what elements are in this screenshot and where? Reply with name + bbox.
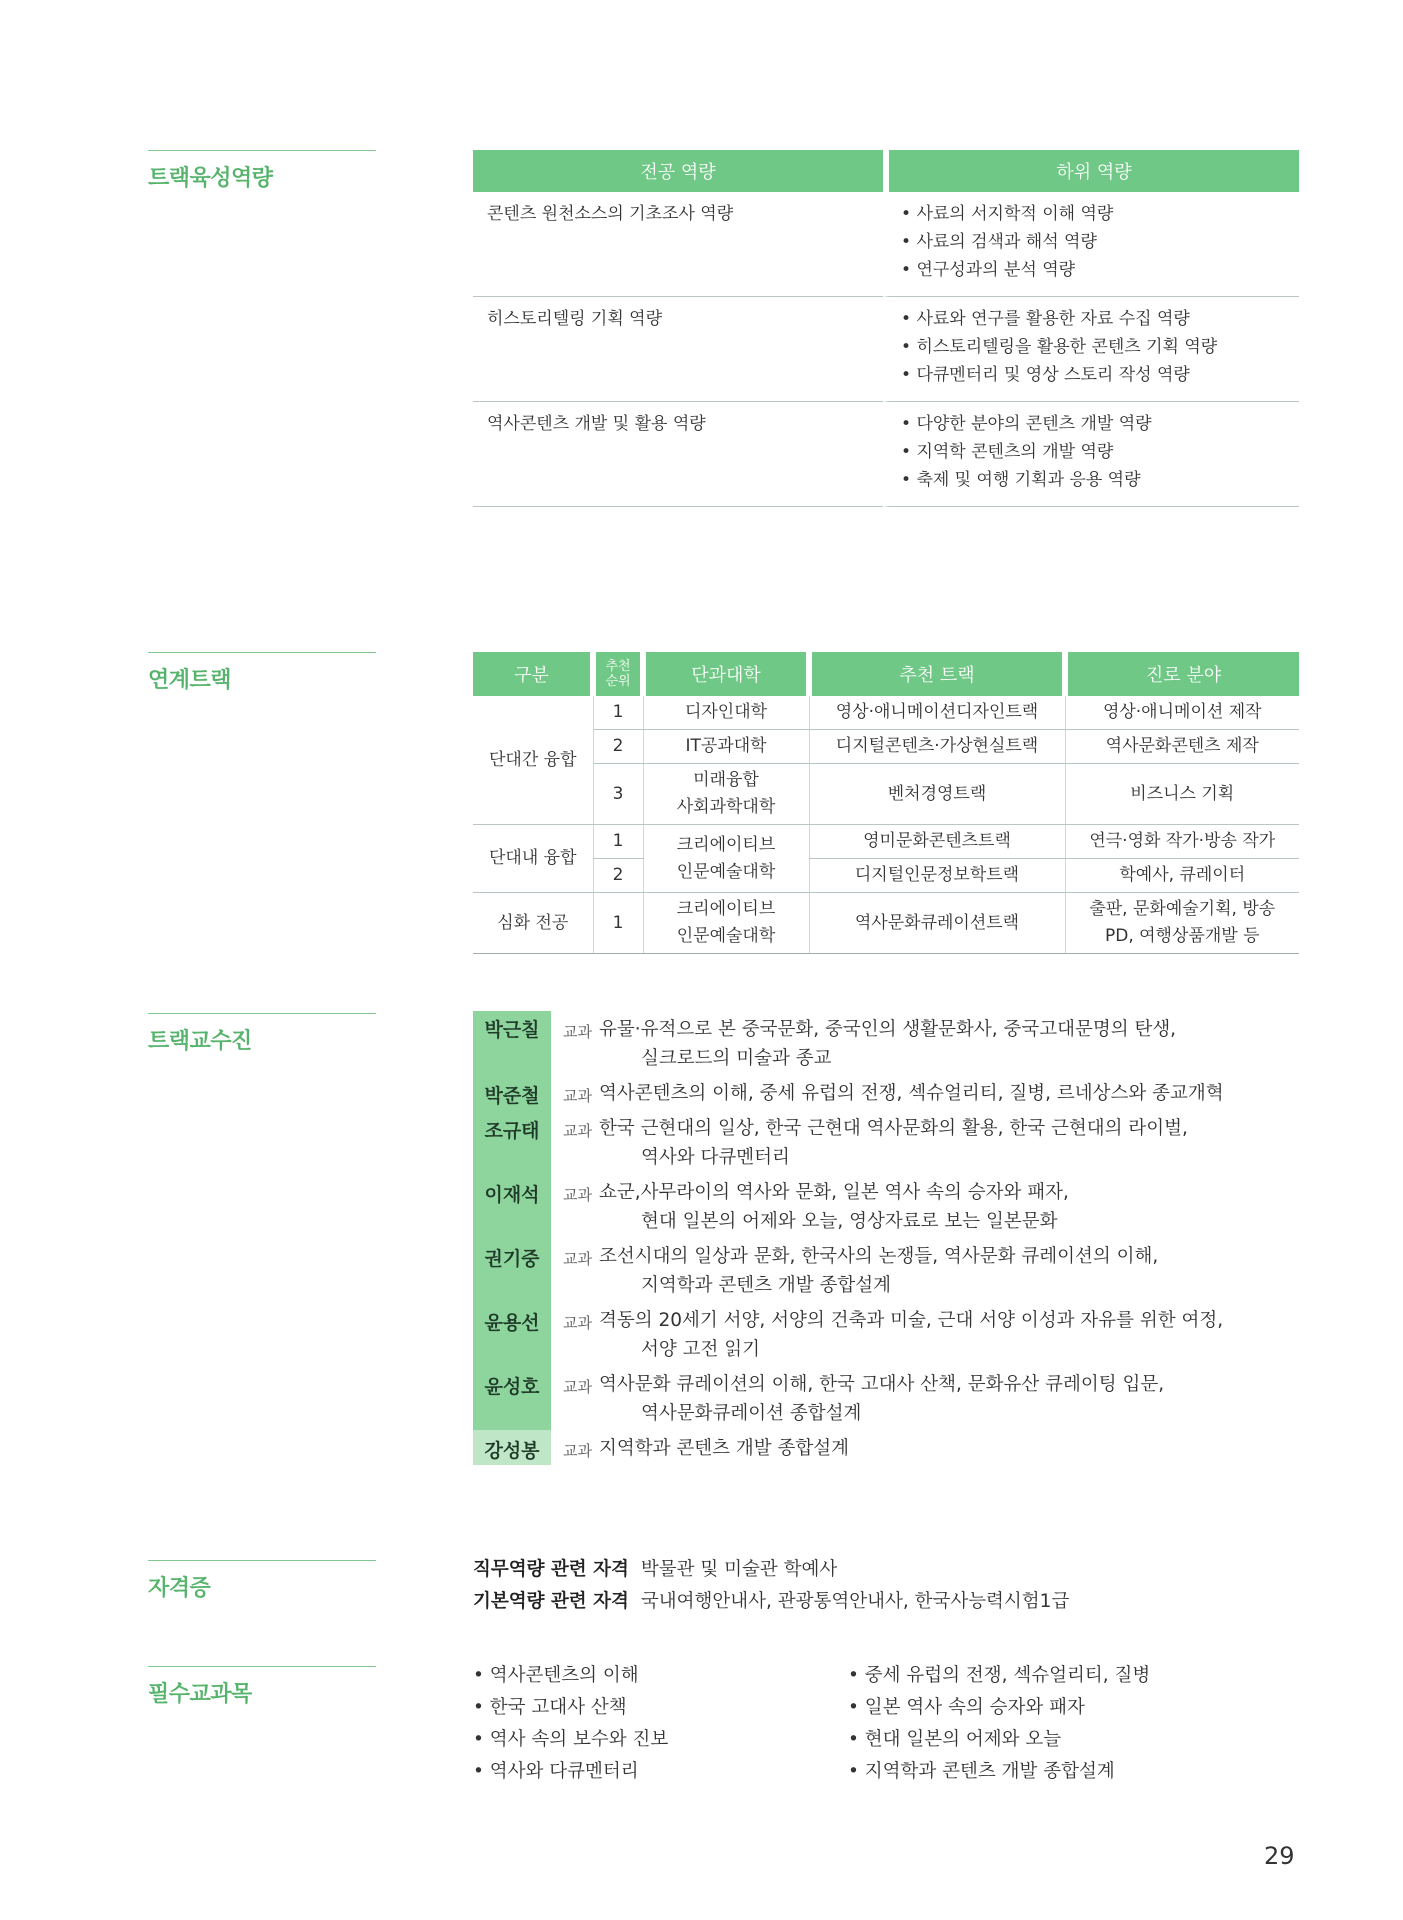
rank-cell: 1 xyxy=(593,825,643,859)
header-category: 구분 xyxy=(473,652,593,696)
section-label-certificates: 자격증 xyxy=(148,1560,376,1602)
list-item: • 연구성과의 분석 역량 xyxy=(901,256,1299,284)
list-item: • 현대 일본의 어제와 오늘 xyxy=(848,1724,1150,1756)
professor-title: 교과 xyxy=(563,1023,592,1041)
sub-competency-cell xyxy=(883,297,1299,402)
required-courses-left xyxy=(473,1660,668,1788)
career-cell: 영상·애니메이션 제작 xyxy=(1065,696,1299,730)
professor-name: 박근칠 xyxy=(473,1011,551,1075)
career-line: PD, 여행상품개발 등 xyxy=(1104,926,1260,946)
track-cell: 영상·애니메이션디자인트랙 xyxy=(809,696,1065,730)
list-item: • 지역학과 콘텐츠 개발 종합설계 xyxy=(848,1756,1150,1788)
list-item: • 한국 고대사 산책 xyxy=(473,1692,668,1724)
professor-title: 교과 xyxy=(563,1250,592,1268)
professor-name: 강성봉 xyxy=(473,1430,551,1465)
table-row xyxy=(473,192,1299,297)
list-item: • 중세 유럽의 전쟁, 섹슈얼리티, 질병 xyxy=(848,1660,1150,1692)
professor-name: 이재석 xyxy=(473,1174,551,1238)
certificate-value: 국내여행안내사, 관광통역안내사, 한국사능력시험1급 xyxy=(640,1591,1070,1612)
career-line: 출판, 문화예술기획, 방송 xyxy=(1089,899,1276,919)
faculty-row xyxy=(473,1238,1333,1302)
faculty-row xyxy=(473,1302,1333,1366)
course-line: 조선시대의 일상과 문화, 한국사의 논쟁들, 역사문화 큐레이션의 이해, xyxy=(599,1246,1159,1267)
section-label-required-courses: 필수교과목 xyxy=(148,1666,376,1708)
header-rank-line: 순위 xyxy=(605,674,631,689)
section-label-competency: 트랙육성역량 xyxy=(148,150,376,192)
course-line: 현대 일본의 어제와 오늘, 영상자료로 보는 일본문화 xyxy=(641,1211,1058,1232)
professor-name: 조규태 xyxy=(473,1110,551,1174)
faculty-row xyxy=(473,1075,1333,1110)
faculty-row xyxy=(473,1011,1333,1075)
course-line: 유물·유적으로 본 중국문화, 중국인의 생활문화사, 중국고대문명의 탄생, xyxy=(599,1019,1177,1040)
certificate-row xyxy=(473,1554,1069,1586)
sub-competency-cell xyxy=(883,402,1299,507)
certificate-label: 직무역량 관련 자격 xyxy=(473,1559,629,1580)
certificate-value: 박물관 및 미술관 학예사 xyxy=(640,1559,838,1580)
professor-courses xyxy=(593,1174,1333,1238)
professor-courses xyxy=(593,1075,1333,1110)
table-row xyxy=(473,696,1299,730)
career-cell: 비즈니스 기획 xyxy=(1065,764,1299,825)
faculty-list xyxy=(473,1011,1333,1465)
list-item: • 역사 속의 보수와 진보 xyxy=(473,1724,668,1756)
competency-table xyxy=(473,150,1299,507)
list-item: • 다양한 분야의 콘텐츠 개발 역량 xyxy=(901,410,1299,438)
major-competency-cell: 히스토리텔링 기획 역량 xyxy=(473,297,883,402)
header-major-competency: 전공 역량 xyxy=(473,150,883,192)
header-college: 단과대학 xyxy=(643,652,809,696)
list-item: • 사료의 서지학적 이해 역량 xyxy=(901,200,1299,228)
course-line: 역사콘텐츠의 이해, 중세 유럽의 전쟁, 섹슈얼리티, 질병, 르네상스와 종교개혁 xyxy=(599,1083,1224,1104)
college-line: 인문예술대학 xyxy=(676,861,776,882)
rank-cell: 2 xyxy=(593,730,643,764)
professor-title: 교과 xyxy=(563,1442,592,1460)
certificate-label: 기본역량 관련 자격 xyxy=(473,1591,629,1612)
page-number: 29 xyxy=(1264,1842,1295,1870)
professor-courses xyxy=(593,1011,1333,1075)
rank-cell: 1 xyxy=(593,893,643,954)
professor-title: 교과 xyxy=(563,1186,592,1204)
course-line: 지역학과 콘텐츠 개발 종합설계 xyxy=(641,1275,891,1296)
table-row xyxy=(473,825,1299,859)
list-item: • 지역학 콘텐츠의 개발 역량 xyxy=(901,438,1299,466)
college-line: 인문예술대학 xyxy=(676,926,776,946)
course-line: 한국 근현대의 일상, 한국 근현대 역사문화의 활용, 한국 근현대의 라이벌, xyxy=(599,1118,1188,1139)
certificates xyxy=(473,1554,1069,1618)
faculty-row xyxy=(473,1430,1333,1465)
list-item: • 역사콘텐츠의 이해 xyxy=(473,1660,668,1692)
header-career: 진로 분야 xyxy=(1065,652,1299,696)
list-item: • 다큐멘터리 및 영상 스토리 작성 역량 xyxy=(901,361,1299,389)
major-competency-cell: 콘텐츠 원천소스의 기초조사 역량 xyxy=(473,192,883,297)
major-competency-cell: 역사콘텐츠 개발 및 활용 역량 xyxy=(473,402,883,507)
professor-name: 권기중 xyxy=(473,1238,551,1302)
professor-courses xyxy=(593,1238,1333,1302)
track-cell: 벤처경영트랙 xyxy=(809,764,1065,825)
faculty-row xyxy=(473,1366,1333,1430)
rank-cell: 1 xyxy=(593,696,643,730)
category-cell: 단대간 융합 xyxy=(473,696,593,825)
professor-title: 교과 xyxy=(563,1314,592,1332)
certificate-row xyxy=(473,1586,1069,1618)
required-courses-right xyxy=(848,1660,1150,1788)
category-cell: 심화 전공 xyxy=(473,893,593,954)
list-item: • 사료의 검색과 해석 역량 xyxy=(901,228,1299,256)
professor-courses xyxy=(593,1366,1333,1430)
course-line: 역사문화큐레이션 종합설계 xyxy=(641,1403,862,1424)
header-sub-competency: 하위 역량 xyxy=(883,150,1299,192)
rank-cell: 3 xyxy=(593,764,643,825)
college-line: 미래융합 xyxy=(693,770,759,790)
track-cell: 영미문화콘텐츠트랙 xyxy=(809,825,1065,859)
college-cell xyxy=(643,764,809,825)
professor-title: 교과 xyxy=(563,1087,592,1105)
section-label-linked-track: 연계트랙 xyxy=(148,652,376,694)
table-row xyxy=(473,859,1299,893)
professor-name: 박준철 xyxy=(473,1075,551,1110)
course-line: 쇼군,사무라이의 역사와 문화, 일본 역사 속의 승자와 패자, xyxy=(599,1182,1069,1203)
track-cell: 역사문화큐레이션트랙 xyxy=(809,893,1065,954)
college-line: 크리에이티브 xyxy=(676,834,776,855)
track-cell: 디지털인문정보학트랙 xyxy=(809,859,1065,893)
career-cell: 연극·영화 작가·방송 작가 xyxy=(1065,825,1299,859)
list-item: • 일본 역사 속의 승자와 패자 xyxy=(848,1692,1150,1724)
list-item: • 축제 및 여행 기획과 응용 역량 xyxy=(901,466,1299,494)
professor-courses xyxy=(593,1302,1333,1366)
course-line: 지역학과 콘텐츠 개발 종합설계 xyxy=(599,1438,849,1459)
course-line: 실크로드의 미술과 종교 xyxy=(641,1048,832,1069)
professor-courses xyxy=(593,1430,1333,1465)
linked-track-table xyxy=(473,652,1299,954)
professor-name: 윤성호 xyxy=(473,1366,551,1430)
table-row xyxy=(473,402,1299,507)
college-line: 크리에이티브 xyxy=(676,899,776,919)
college-cell: 디자인대학 xyxy=(643,696,809,730)
career-cell: 학예사, 큐레이터 xyxy=(1065,859,1299,893)
college-cell xyxy=(643,893,809,954)
table-row xyxy=(473,730,1299,764)
category-cell: 단대내 융합 xyxy=(473,825,593,893)
table-row xyxy=(473,764,1299,825)
professor-title: 교과 xyxy=(563,1378,592,1396)
table-row xyxy=(473,297,1299,402)
table-row xyxy=(473,893,1299,954)
list-item: • 역사와 다큐멘터리 xyxy=(473,1756,668,1788)
course-line: 역사와 다큐멘터리 xyxy=(641,1147,790,1168)
rank-cell: 2 xyxy=(593,859,643,893)
header-rank xyxy=(593,652,643,696)
professor-name: 윤용선 xyxy=(473,1302,551,1366)
professor-title: 교과 xyxy=(563,1122,592,1140)
sub-competency-cell xyxy=(883,192,1299,297)
college-cell: IT공과대학 xyxy=(643,730,809,764)
section-label-faculty: 트랙교수진 xyxy=(148,1013,376,1055)
career-cell xyxy=(1065,893,1299,954)
track-cell: 디지털콘텐츠·가상현실트랙 xyxy=(809,730,1065,764)
professor-courses xyxy=(593,1110,1333,1174)
list-item: • 사료와 연구를 활용한 자료 수집 역량 xyxy=(901,305,1299,333)
faculty-row xyxy=(473,1174,1333,1238)
course-line: 격동의 20세기 서양, 서양의 건축과 미술, 근대 서양 이성과 자유를 위한 여정, xyxy=(599,1310,1224,1331)
career-cell: 역사문화콘텐츠 제작 xyxy=(1065,730,1299,764)
list-item: • 히스토리텔링을 활용한 콘텐츠 기획 역량 xyxy=(901,333,1299,361)
college-line: 사회과학대학 xyxy=(676,797,776,817)
college-cell xyxy=(643,825,809,893)
header-track: 추천 트랙 xyxy=(809,652,1065,696)
course-line: 서양 고전 읽기 xyxy=(641,1339,760,1360)
course-line: 역사문화 큐레이션의 이해, 한국 고대사 산책, 문화유산 큐레이팅 입문, xyxy=(599,1374,1165,1395)
faculty-row xyxy=(473,1110,1333,1174)
header-rank-line: 추천 xyxy=(605,659,631,674)
